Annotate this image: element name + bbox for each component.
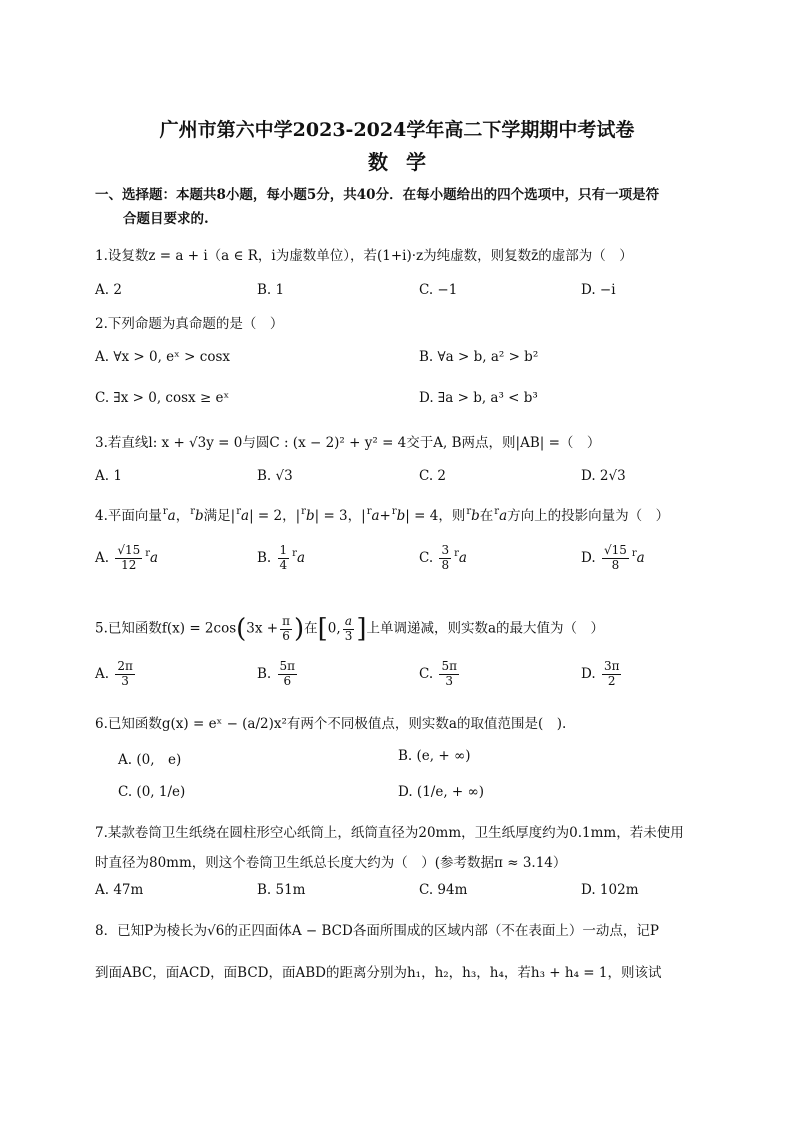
question-6-stem: 6.已知函数g(x) = eˣ − (a/2)x²有两个不同极值点，则实数a的取值范围是( ). bbox=[95, 716, 567, 732]
vector-arrow-mark: r bbox=[454, 547, 459, 559]
fraction bbox=[602, 660, 622, 689]
bracket-open: [ bbox=[317, 614, 328, 644]
vector-arrow-mark: r bbox=[145, 547, 151, 559]
vector-b: b bbox=[471, 508, 480, 524]
fraction-numerator: a bbox=[344, 613, 353, 628]
q6-option-b: B. (e, + ∞) bbox=[398, 748, 471, 764]
q5-stem-part: 5.已知函数f(x) = 2cos bbox=[95, 620, 237, 637]
fraction-denominator: 4 bbox=[279, 557, 288, 572]
vector-a: a bbox=[150, 549, 159, 566]
q4-stem-part: 4.平面向量 bbox=[95, 508, 162, 524]
question-2-stem: 2.下列命题为真命题的是（ ） bbox=[95, 316, 284, 332]
vector-a: a bbox=[241, 508, 250, 524]
vector-arrow-mark: r bbox=[494, 506, 500, 517]
option-label: B. bbox=[257, 549, 272, 566]
q3-option-b: B. √3 bbox=[257, 468, 293, 484]
q4-option-c bbox=[419, 544, 467, 573]
fraction-denominator: 8 bbox=[441, 557, 450, 572]
page-title: 广州市第六中学2023-2024学年高二下学期期中考试卷 bbox=[159, 119, 635, 141]
fraction bbox=[343, 615, 355, 644]
bracket-close: ] bbox=[356, 614, 367, 644]
fraction-numerator: 3 bbox=[441, 543, 450, 557]
fraction bbox=[115, 660, 135, 689]
q4-stem-part: | = 2，| bbox=[249, 508, 301, 524]
q4-stem-part: | = 3，| bbox=[314, 508, 366, 524]
q4-stem-part: 方向上的投影向量为（ ） bbox=[507, 508, 670, 524]
fraction bbox=[439, 660, 459, 689]
vector-a: a bbox=[636, 549, 645, 566]
q5-option-a bbox=[95, 660, 137, 689]
q4-option-a bbox=[95, 544, 158, 573]
paren-close: ) bbox=[293, 614, 305, 644]
option-label: A. bbox=[95, 665, 110, 682]
q1-option-b: B. 1 bbox=[257, 282, 285, 298]
fraction bbox=[115, 544, 142, 573]
q7-option-c: C. 94m bbox=[419, 882, 468, 898]
option-label: B. bbox=[257, 665, 272, 682]
fraction-denominator: 8 bbox=[611, 557, 620, 572]
fraction-numerator: 3π bbox=[603, 659, 620, 673]
question-4-stem: 4.平面向量$^r$a，$^r$b满足$|^ra| = 2$，$|^rb| = 3$，$|^ra+^rb| = 4$，则$^r$b在$^r$a方向上的投影向量为（ ） bbox=[95, 506, 670, 524]
fraction bbox=[278, 544, 290, 573]
q5-option-d bbox=[581, 660, 623, 689]
vector-arrow-mark: r bbox=[391, 506, 397, 517]
vector-a: a bbox=[371, 508, 380, 524]
vector-arrow-mark: r bbox=[162, 506, 168, 517]
fraction-denominator: 6 bbox=[282, 628, 290, 643]
vector-arrow-mark: r bbox=[466, 506, 472, 517]
fraction bbox=[278, 660, 298, 689]
section-heading-line2: 合题目要求的. bbox=[123, 211, 209, 227]
q1-option-a: A. 2 bbox=[95, 282, 122, 298]
q5-option-c bbox=[419, 660, 461, 689]
fraction-denominator: 6 bbox=[283, 673, 292, 688]
q4-stem-part: | = 4，则 bbox=[405, 508, 466, 524]
fraction-numerator: 5π bbox=[441, 659, 457, 673]
option-label: A. bbox=[95, 549, 110, 566]
q4-option-d bbox=[581, 544, 645, 573]
q7-option-a: A. 47m bbox=[95, 882, 144, 898]
q4-stem-part: 满足| bbox=[203, 508, 236, 524]
option-label: D. bbox=[581, 549, 596, 566]
fraction-numerator: π bbox=[282, 613, 290, 628]
q1-option-d: D. −i bbox=[581, 282, 616, 298]
question-3-stem: 3.若直线l: x + √3y = 0与圆C : (x − 2)² + y² = 4交于A, B两点，则|AB| =（ ） bbox=[95, 435, 601, 451]
vector-arrow-mark: r bbox=[301, 506, 306, 517]
vector-b: b bbox=[396, 508, 406, 524]
q6-option-d: D. (1/e, + ∞) bbox=[398, 784, 485, 800]
q5-option-b bbox=[257, 660, 299, 689]
q2-option-b: B. ∀a > b, a² > b² bbox=[419, 349, 539, 365]
subject-heading: 数学 bbox=[368, 150, 444, 174]
fraction-numerator: 1 bbox=[279, 543, 288, 557]
vector-arrow-mark: r bbox=[236, 506, 242, 517]
option-label: C. bbox=[419, 665, 434, 682]
fraction bbox=[602, 544, 629, 573]
q6-option-a: A. (0, e) bbox=[118, 752, 182, 768]
vector-a: a bbox=[167, 508, 176, 524]
fraction-denominator: 3 bbox=[344, 628, 353, 643]
q2-option-c: C. ∃x > 0, cosx ≥ eˣ bbox=[95, 390, 230, 406]
q2-option-d: D. ∃a > b, a³ < b³ bbox=[419, 390, 538, 406]
vector-arrow-mark: r bbox=[631, 547, 637, 559]
q3-option-c: C. 2 bbox=[419, 468, 447, 484]
q7-option-b: B. 51m bbox=[257, 882, 306, 898]
question-1-stem: 1.设复数z = a + i（a ∈ R，i为虚数单位），若(1+i)·z为纯虚数，则复数z̄的虚部为（ ） bbox=[95, 248, 633, 264]
fraction-denominator: 12 bbox=[121, 557, 137, 572]
fraction-numerator: 5π bbox=[279, 659, 296, 673]
vector-b: b bbox=[305, 508, 315, 524]
question-7-line1: 7.某款卷筒卫生纸绕在圆柱形空心纸筒上，纸筒直径为20mm，卫生纸厚度约为0.1mm，若未使用 bbox=[95, 825, 684, 841]
fraction-numerator: √15 bbox=[117, 543, 141, 557]
vector-arrow-mark: r bbox=[366, 506, 372, 517]
fraction bbox=[439, 544, 451, 573]
question-7-line2: 时直径为80mm，则这个卷筒卫生纸总长度大约为（ ）(参考数据π ≈ 3.14） bbox=[95, 855, 567, 871]
paren-open: ( bbox=[236, 614, 247, 644]
fraction-denominator: 3 bbox=[445, 673, 454, 688]
question-8-line1: 8．已知P为棱长为√6的正四面体A − BCD各面所围成的区域内部（不在表面上）一动点，记P bbox=[95, 923, 659, 939]
fraction-denominator: 2 bbox=[607, 673, 616, 688]
q4-option-b bbox=[257, 544, 305, 573]
q1-option-c: C. −1 bbox=[419, 282, 458, 298]
fraction-denominator: 3 bbox=[121, 673, 129, 688]
vector-a: a bbox=[499, 508, 508, 524]
section-heading-line1: 一、选择题：本题共8小题，每小题5分，共40分．在每小题给出的四个选项中，只有一项是符 bbox=[95, 187, 660, 203]
q4-stem-part: ， bbox=[175, 508, 190, 524]
vector-a: a bbox=[296, 549, 305, 566]
option-label: D. bbox=[581, 665, 596, 682]
vector-arrow-mark: r bbox=[190, 506, 196, 517]
q5-stem-part: 上单调递减，则实数a的最大值为（ ） bbox=[366, 620, 605, 637]
question-5-stem bbox=[95, 614, 604, 644]
vector-b: b bbox=[195, 508, 204, 524]
q5-stem-part: 3x + bbox=[246, 620, 279, 637]
q4-stem-part: 在 bbox=[479, 508, 494, 524]
fraction-numerator: √15 bbox=[603, 543, 627, 557]
vector-arrow-mark: r bbox=[292, 547, 297, 559]
fraction bbox=[280, 615, 292, 644]
fraction-numerator: 2π bbox=[117, 659, 133, 673]
q5-stem-part: 在 bbox=[304, 620, 318, 637]
q6-option-c: C. (0, 1/e) bbox=[118, 784, 186, 800]
q7-option-d: D. 102m bbox=[581, 882, 639, 898]
q3-option-d: D. 2√3 bbox=[581, 468, 626, 484]
vector-a: a bbox=[458, 549, 467, 566]
option-label: C. bbox=[419, 549, 434, 566]
question-8-line2: 到面ABC，面ACD，面BCD，面ABD的距离分别为h₁，h₂，h₃，h₄，若h₃ + h₄ = 1，则该试 bbox=[95, 965, 662, 981]
q5-stem-part: 0, bbox=[327, 620, 341, 637]
q3-option-a: A. 1 bbox=[95, 468, 122, 484]
q2-option-a: A. ∀x > 0, eˣ > cosx bbox=[95, 349, 230, 365]
